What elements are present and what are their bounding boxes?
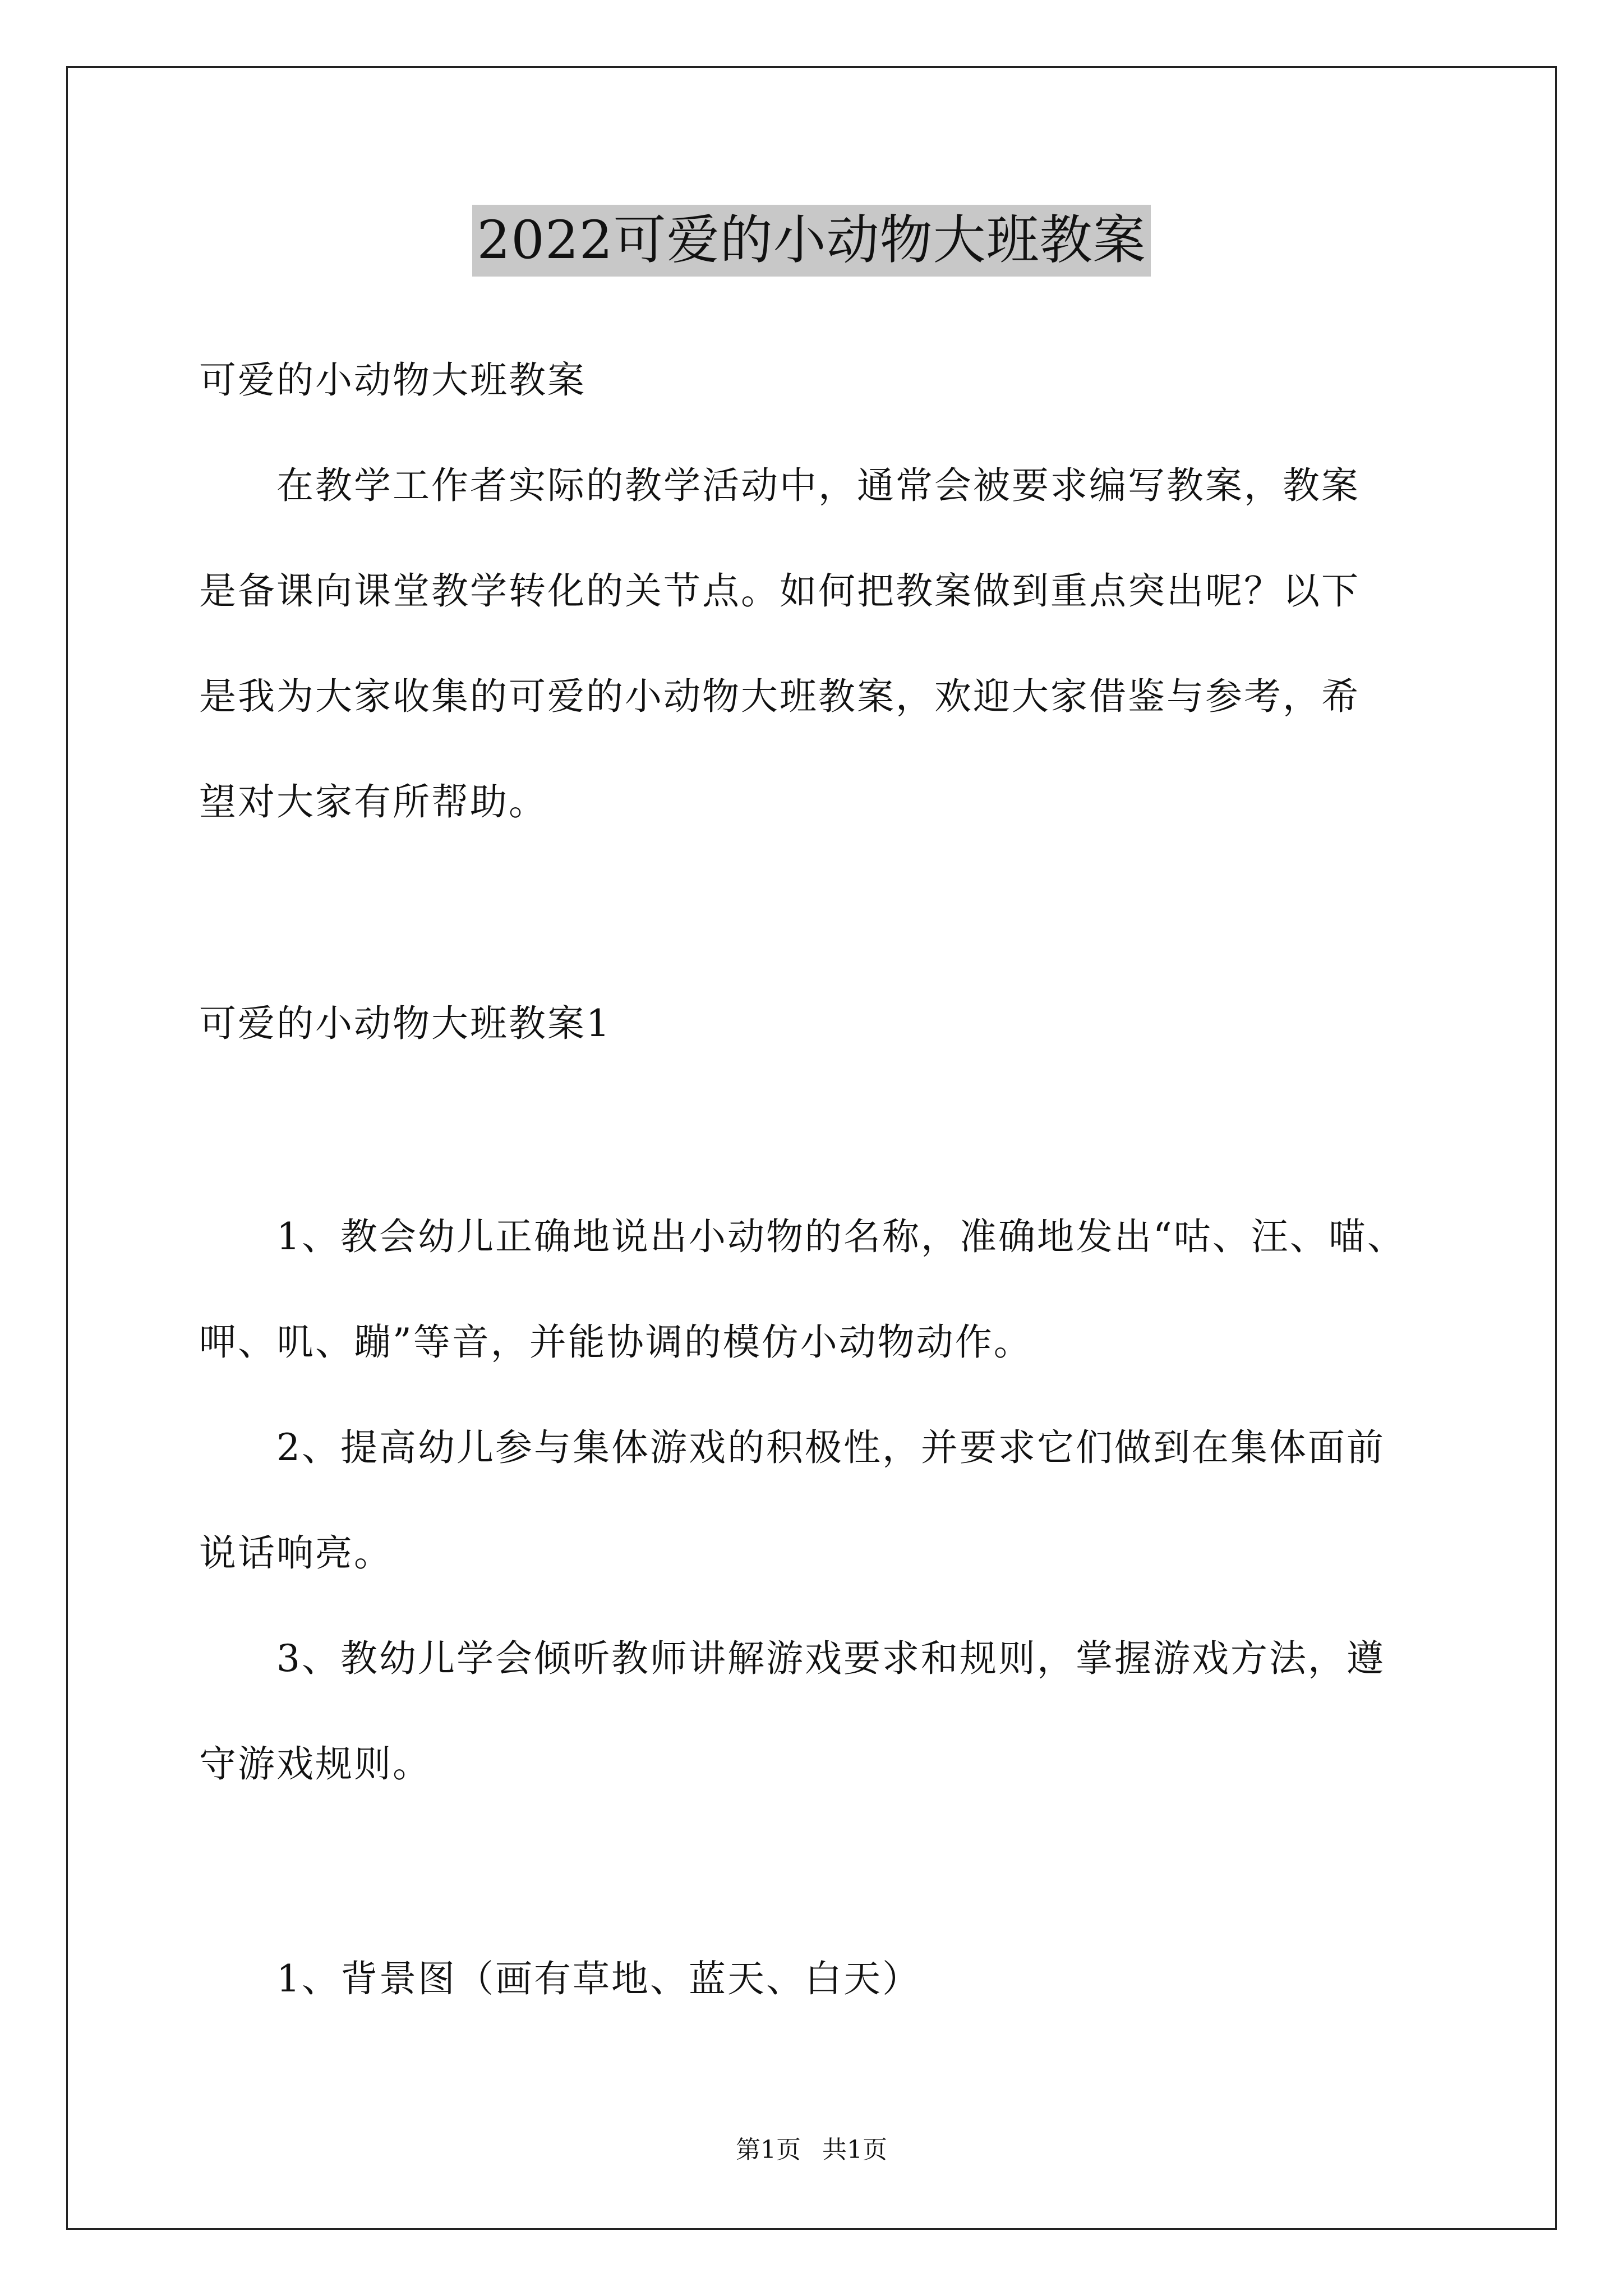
title-container — [0, 205, 1623, 277]
paragraph-line: 守游戏规则。 — [199, 1742, 431, 1786]
section-heading: 可爱的小动物大班教案1 — [199, 1002, 611, 1045]
document-title: 2022可爱的小动物大班教案 — [472, 205, 1150, 277]
paragraph-line: 在教学工作者实际的教学活动中，通常会被要求编写教案，教案 — [199, 464, 1360, 507]
paragraph-line: 1、教会幼儿正确地说出小动物的名称，准确地发出“咕、汪、喵、 — [199, 1215, 1406, 1258]
paragraph-line: 说话响亮。 — [199, 1531, 393, 1575]
paragraph-line: 1、背景图（画有草地、蓝天、白天） — [199, 1957, 921, 2000]
section-heading: 可爱的小动物大班教案 — [199, 358, 586, 402]
paragraph-line: 是我为大家收集的可爱的小动物大班教案，欢迎大家借鉴与参考，希 — [199, 675, 1360, 718]
page-number: 第1页 — [736, 2136, 801, 2164]
page-footer — [0, 2134, 1623, 2166]
page-total: 共1页 — [822, 2136, 887, 2164]
paragraph-line: 呷、叽、蹦”等音，并能协调的模仿小动物动作。 — [199, 1320, 1032, 1364]
paragraph-line: 2、提高幼儿参与集体游戏的积极性，并要求它们做到在集体面前 — [199, 1426, 1385, 1469]
paragraph-line: 是备课向课堂教学转化的关节点。如何把教案做到重点突出呢？以下 — [199, 569, 1360, 613]
paragraph-line: 望对大家有所帮助。 — [199, 780, 547, 823]
paragraph-line: 3、教幼儿学会倾听教师讲解游戏要求和规则，掌握游戏方法，遵 — [199, 1637, 1385, 1680]
